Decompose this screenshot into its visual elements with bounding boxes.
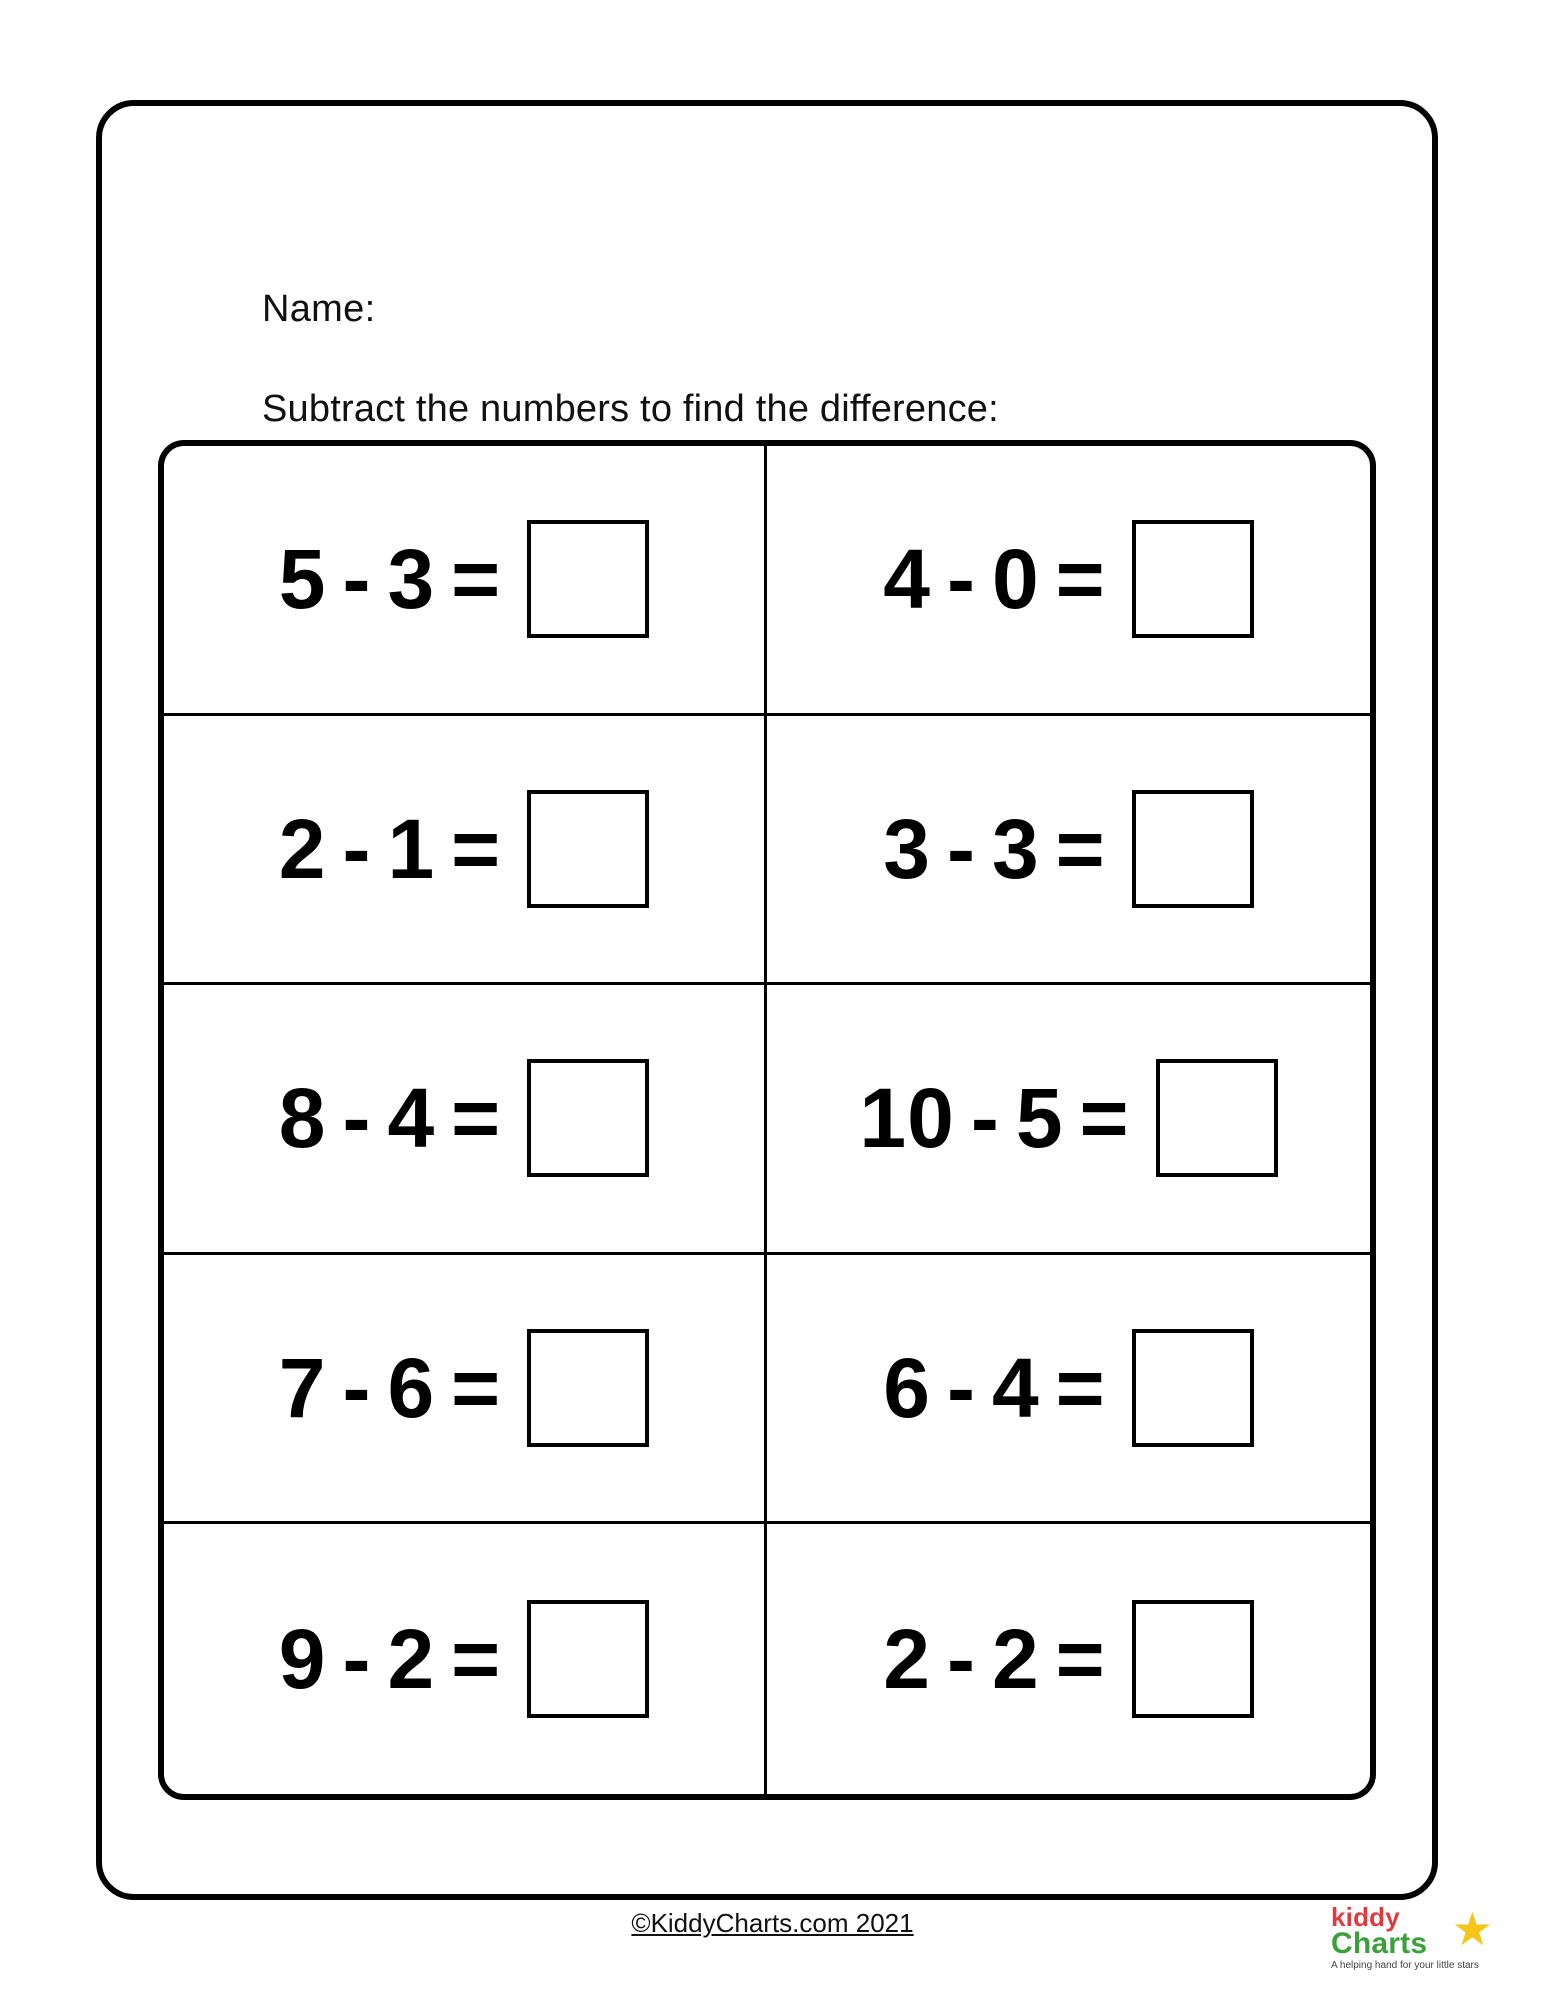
copyright-text: ©KiddyCharts.com 2021 [631, 1908, 914, 1938]
problem-cell [164, 985, 767, 1255]
problem-cell [164, 446, 767, 716]
equals-sign: = [1079, 1071, 1130, 1166]
minus-sign: - [342, 1612, 372, 1707]
problem-cell [767, 446, 1370, 716]
subtrahend: 2 [387, 1612, 436, 1707]
minus-sign: - [946, 1341, 976, 1436]
footer [0, 1908, 1545, 1939]
answer-box[interactable] [1132, 1600, 1254, 1718]
minus-sign: - [946, 532, 976, 627]
problem-cell [767, 1524, 1370, 1794]
equals-sign: = [1055, 532, 1106, 627]
logo-tagline: A helping hand for your little stars [1331, 1960, 1479, 1971]
equals-sign: = [451, 532, 502, 627]
problem-expression [279, 1329, 649, 1447]
subtrahend: 0 [991, 532, 1040, 627]
equals-sign: = [451, 801, 502, 896]
subtrahend: 5 [1015, 1071, 1064, 1166]
name-label: Name: [262, 288, 376, 330]
subtrahend: 1 [387, 801, 436, 896]
problem-cell [767, 1255, 1370, 1525]
problems-grid [158, 440, 1376, 1800]
problem-expression [279, 1600, 649, 1718]
minuend: 8 [278, 1071, 327, 1166]
problem-expression [883, 1600, 1253, 1718]
minuend: 9 [278, 1612, 327, 1707]
equals-sign: = [1055, 801, 1106, 896]
answer-box[interactable] [527, 520, 649, 638]
minuend: 2 [278, 801, 327, 896]
problem-cell [767, 985, 1370, 1255]
answer-box[interactable] [527, 790, 649, 908]
problem-cell [164, 716, 767, 986]
subtrahend: 4 [387, 1071, 436, 1166]
problem-expression [279, 790, 649, 908]
minuend: 2 [883, 1612, 931, 1707]
answer-box[interactable] [1156, 1059, 1278, 1177]
problem-expression [883, 790, 1253, 908]
kiddycharts-logo [1321, 1900, 1501, 1978]
answer-box[interactable] [527, 1600, 649, 1718]
answer-box[interactable] [1132, 790, 1254, 908]
minuend: 10 [859, 1071, 955, 1166]
minus-sign: - [970, 1071, 1000, 1166]
minuend: 3 [883, 801, 931, 896]
star-icon: ★ [1451, 1903, 1493, 1955]
answer-box[interactable] [1132, 1329, 1254, 1447]
problem-expression [883, 520, 1253, 638]
minus-sign: - [342, 1071, 372, 1166]
equals-sign: = [1055, 1341, 1106, 1436]
minuend: 6 [883, 1341, 931, 1436]
equals-sign: = [451, 1612, 502, 1707]
answer-box[interactable] [1132, 520, 1254, 638]
problem-cell [164, 1524, 767, 1794]
minus-sign: - [342, 1341, 372, 1436]
subtrahend: 6 [387, 1341, 436, 1436]
problem-expression [279, 1059, 649, 1177]
answer-box[interactable] [527, 1059, 649, 1177]
instruction-text: Subtract the numbers to find the difference: [262, 388, 999, 430]
problem-cell [767, 716, 1370, 986]
equals-sign: = [451, 1341, 502, 1436]
minus-sign: - [946, 801, 976, 896]
answer-box[interactable] [527, 1329, 649, 1447]
minuend: 4 [883, 532, 931, 627]
minus-sign: - [342, 801, 372, 896]
equals-sign: = [451, 1071, 502, 1166]
minus-sign: - [342, 532, 372, 627]
minus-sign: - [946, 1612, 976, 1707]
minuend: 5 [278, 532, 327, 627]
subtrahend: 3 [991, 801, 1040, 896]
logo-word-kiddy: kiddy [1331, 1902, 1400, 1932]
problem-expression [883, 1329, 1253, 1447]
problem-expression [859, 1059, 1277, 1177]
subtrahend: 4 [991, 1341, 1040, 1436]
problem-expression [279, 520, 649, 638]
subtrahend: 2 [991, 1612, 1040, 1707]
problem-cell [164, 1255, 767, 1525]
minuend: 7 [278, 1341, 327, 1436]
equals-sign: = [1055, 1612, 1106, 1707]
logo-word-charts: Charts [1331, 1927, 1428, 1960]
subtrahend: 3 [387, 532, 436, 627]
